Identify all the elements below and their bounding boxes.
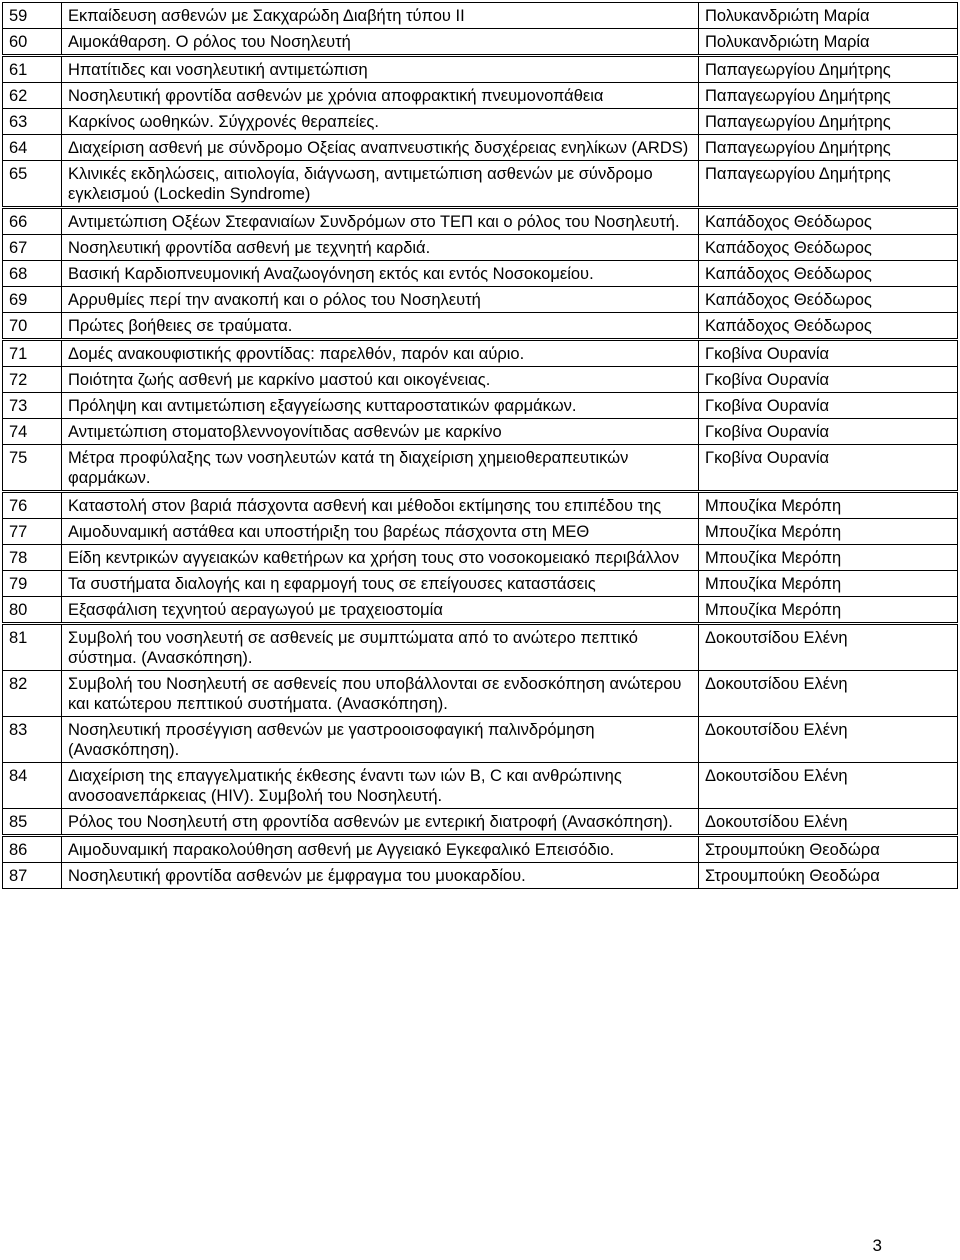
- topic-title: Αντιμετώπιση Οξέων Στεφανιαίων Συνδρόμων στο ΤΕΠ και ο ρόλος του Νοσηλευτή.: [62, 208, 699, 235]
- topic-title: Αιμοκάθαρση. Ο ρόλος του Νοσηλευτή: [62, 29, 699, 56]
- topic-title: Πρόληψη και αντιμετώπιση εξαγγείωσης κυτταροστατικών φαρμάκων.: [62, 393, 699, 419]
- table-row: [3, 519, 958, 545]
- row-number: 86: [3, 836, 62, 863]
- row-number: 76: [3, 492, 62, 519]
- supervisor-name: Γκοβίνα Ουρανία: [699, 445, 958, 492]
- row-number: 81: [3, 624, 62, 671]
- row-number: 69: [3, 287, 62, 313]
- row-number: 82: [3, 671, 62, 717]
- row-number: 85: [3, 809, 62, 836]
- topic-title: Διαχείριση ασθενή με σύνδρομο Οξείας αναπνευστικής δυσχέρειας ενηλίκων (ARDS): [62, 135, 699, 161]
- supervisor-name: Δοκουτσίδου Ελένη: [699, 763, 958, 809]
- topic-title: Συμβολή του Νοσηλευτή σε ασθενείς που υποβάλλονται σε ενδοσκόπηση ανώτερου και κατώτερου πεπτικού συστήματα. (Ανασκόπηση).: [62, 671, 699, 717]
- table-row: [3, 313, 958, 340]
- supervisor-name: Μπουζίκα Μερόπη: [699, 492, 958, 519]
- row-number: 83: [3, 717, 62, 763]
- table-row: [3, 29, 958, 56]
- supervisor-name: Δοκουτσίδου Ελένη: [699, 717, 958, 763]
- supervisor-name: Γκοβίνα Ουρανία: [699, 340, 958, 367]
- supervisor-name: Δοκουτσίδου Ελένη: [699, 671, 958, 717]
- table-row: [3, 809, 958, 836]
- supervisor-name: Στρουμπούκη Θεοδώρα: [699, 836, 958, 863]
- table-row: [3, 261, 958, 287]
- topic-title: Νοσηλευτική φροντίδα ασθενή με τεχνητή καρδιά.: [62, 235, 699, 261]
- table-row: [3, 3, 958, 29]
- supervisor-name: Γκοβίνα Ουρανία: [699, 419, 958, 445]
- row-number: 70: [3, 313, 62, 340]
- table-row: [3, 445, 958, 492]
- topics-table: [2, 2, 958, 889]
- table-row: [3, 763, 958, 809]
- table-row: [3, 419, 958, 445]
- topic-title: Αιμοδυναμική αστάθεα και υποστήριξη του βαρέως πάσχοντα στη ΜΕΘ: [62, 519, 699, 545]
- topic-title: Εξασφάλιση τεχνητού αεραγωγού με τραχειοστομία: [62, 597, 699, 624]
- topic-title: Αιμοδυναμική παρακολούθηση ασθενή με Αγγειακό Εγκεφαλικό Επεισόδιο.: [62, 836, 699, 863]
- supervisor-name: Πολυκανδριώτη Μαρία: [699, 29, 958, 56]
- row-number: 84: [3, 763, 62, 809]
- supervisor-name: Παπαγεωργίου Δημήτρης: [699, 56, 958, 83]
- topic-title: Καταστολή στον βαριά πάσχοντα ασθενή και μέθοδοι εκτίμησης του επιπέδου της: [62, 492, 699, 519]
- supervisor-name: Πολυκανδριώτη Μαρία: [699, 3, 958, 29]
- table-row: [3, 235, 958, 261]
- supervisor-name: Μπουζίκα Μερόπη: [699, 571, 958, 597]
- table-row: [3, 492, 958, 519]
- topic-title: Αντιμετώπιση στοματοβλεννογονίτιδας ασθενών με καρκίνο: [62, 419, 699, 445]
- topic-title: Καρκίνος ωοθηκών. Σύγχρονές θεραπείες.: [62, 109, 699, 135]
- topic-title: Είδη κεντρικών αγγειακών καθετήρων κα χρήση τους στο νοσοκομειακό περιβάλλον: [62, 545, 699, 571]
- table-row: [3, 367, 958, 393]
- topic-title: Ηπατίτιδες και νοσηλευτική αντιμετώπιση: [62, 56, 699, 83]
- table-row: [3, 287, 958, 313]
- row-number: 61: [3, 56, 62, 83]
- supervisor-name: Καπάδοχος Θεόδωρος: [699, 313, 958, 340]
- supervisor-name: Δοκουτσίδου Ελένη: [699, 624, 958, 671]
- topic-title: Συμβολή του νοσηλευτή σε ασθενείς με συμπτώματα από το ανώτερο πεπτικό σύστημα. (Ανασκόπηση).: [62, 624, 699, 671]
- supervisor-name: Παπαγεωργίου Δημήτρης: [699, 161, 958, 208]
- topic-title: Εκπαίδευση ασθενών με Σακχαρώδη Διαβήτη τύπου ΙΙ: [62, 3, 699, 29]
- table-row: [3, 671, 958, 717]
- supervisor-name: Παπαγεωργίου Δημήτρης: [699, 83, 958, 109]
- row-number: 79: [3, 571, 62, 597]
- row-number: 59: [3, 3, 62, 29]
- topic-title: Τα συστήματα διαλογής και η εφαρμογή τους σε επείγουσες καταστάσεις: [62, 571, 699, 597]
- table-row: [3, 56, 958, 83]
- supervisor-name: Καπάδοχος Θεόδωρος: [699, 235, 958, 261]
- topic-title: Νοσηλευτική φροντίδα ασθενών με έμφραγμα του μυοκαρδίου.: [62, 863, 699, 889]
- supervisor-name: Καπάδοχος Θεόδωρος: [699, 208, 958, 235]
- row-number: 78: [3, 545, 62, 571]
- topic-title: Ρόλος του Νοσηλευτή στη φροντίδα ασθενών με εντερική διατροφή (Ανασκόπηση).: [62, 809, 699, 836]
- topic-title: Αρρυθμίες περί την ανακοπή και ο ρόλος του Νοσηλευτή: [62, 287, 699, 313]
- row-number: 65: [3, 161, 62, 208]
- page-number: 3: [872, 1236, 882, 1255]
- row-number: 80: [3, 597, 62, 624]
- topic-title: Νοσηλευτική φροντίδα ασθενών με χρόνια αποφρακτική πνευμονοπάθεια: [62, 83, 699, 109]
- row-number: 62: [3, 83, 62, 109]
- row-number: 60: [3, 29, 62, 56]
- supervisor-name: Στρουμπούκη Θεοδώρα: [699, 863, 958, 889]
- table-row: [3, 161, 958, 208]
- table-row: [3, 597, 958, 624]
- supervisor-name: Καπάδοχος Θεόδωρος: [699, 261, 958, 287]
- table-row: [3, 208, 958, 235]
- row-number: 87: [3, 863, 62, 889]
- table-row: [3, 717, 958, 763]
- supervisor-name: Δοκουτσίδου Ελένη: [699, 809, 958, 836]
- topic-title: Διαχείριση της επαγγελματικής έκθεσης έναντι των ιών Β, C και ανθρώπινης ανοσοανεπάρκειας (HIV). Συμβολή του Νοσηλευτή.: [62, 763, 699, 809]
- topic-title: Δομές ανακουφιστικής φροντίδας: παρελθόν, παρόν και αύριο.: [62, 340, 699, 367]
- supervisor-name: Μπουζίκα Μερόπη: [699, 545, 958, 571]
- row-number: 71: [3, 340, 62, 367]
- table-row: [3, 836, 958, 863]
- table-row: [3, 109, 958, 135]
- table-row: [3, 83, 958, 109]
- row-number: 75: [3, 445, 62, 492]
- row-number: 74: [3, 419, 62, 445]
- supervisor-name: Γκοβίνα Ουρανία: [699, 367, 958, 393]
- topic-title: Μέτρα προφύλαξης των νοσηλευτών κατά τη διαχείριση χημειοθεραπευτικών φαρμάκων.: [62, 445, 699, 492]
- table-row: [3, 135, 958, 161]
- table-row: [3, 624, 958, 671]
- supervisor-name: Παπαγεωργίου Δημήτρης: [699, 109, 958, 135]
- row-number: 72: [3, 367, 62, 393]
- row-number: 67: [3, 235, 62, 261]
- topic-title: Πρώτες βοήθειες σε τραύματα.: [62, 313, 699, 340]
- topic-title: Ποιότητα ζωής ασθενή με καρκίνο μαστού και οικογένειας.: [62, 367, 699, 393]
- row-number: 64: [3, 135, 62, 161]
- table-row: [3, 340, 958, 367]
- table-row: [3, 571, 958, 597]
- supervisor-name: Μπουζίκα Μερόπη: [699, 519, 958, 545]
- supervisor-name: Μπουζίκα Μερόπη: [699, 597, 958, 624]
- row-number: 73: [3, 393, 62, 419]
- topic-title: Νοσηλευτική προσέγγιση ασθενών με γαστροοισοφαγική παλινδρόμηση (Ανασκόπηση).: [62, 717, 699, 763]
- table-row: [3, 545, 958, 571]
- row-number: 68: [3, 261, 62, 287]
- supervisor-name: Παπαγεωργίου Δημήτρης: [699, 135, 958, 161]
- supervisor-name: Γκοβίνα Ουρανία: [699, 393, 958, 419]
- topic-title: Βασική Καρδιοπνευμονική Αναζωογόνηση εκτός και εντός Νοσοκομείου.: [62, 261, 699, 287]
- row-number: 63: [3, 109, 62, 135]
- topic-title: Κλινικές εκδηλώσεις, αιτιολογία, διάγνωση, αντιμετώπιση ασθενών με σύνδρομο εγκλεισμού (Lockedin Syndrome): [62, 161, 699, 208]
- supervisor-name: Καπάδοχος Θεόδωρος: [699, 287, 958, 313]
- table-row: [3, 863, 958, 889]
- row-number: 77: [3, 519, 62, 545]
- row-number: 66: [3, 208, 62, 235]
- table-row: [3, 393, 958, 419]
